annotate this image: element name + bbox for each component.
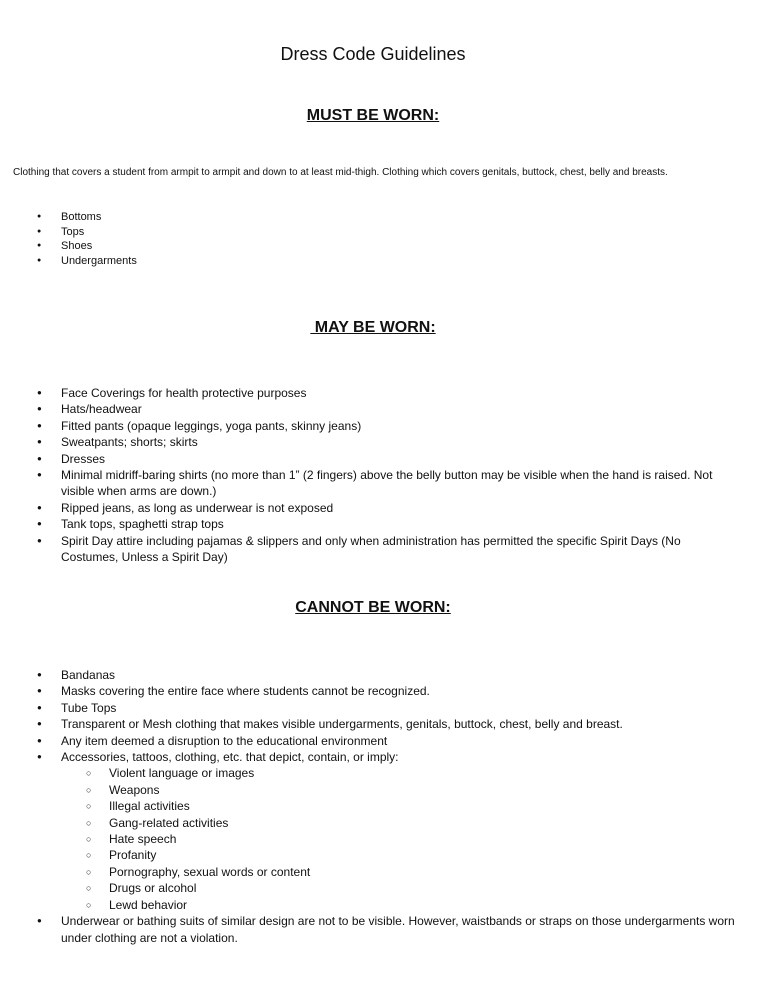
list-item: ● Tops xyxy=(0,225,737,240)
list-item: ● Underwear or bathing suits of similar design are not to be visible. However, waistbands or straps on those undergarments worn under clothing are not a violation. xyxy=(0,913,737,946)
sub-list-item: ○ Drugs or alcohol xyxy=(61,880,737,896)
must-be-worn-intro: Clothing that covers a student from armpit to armpit and down to at least mid-thigh. Clothing which covers genitals, buttock, chest, belly and breasts. xyxy=(13,167,668,178)
sub-list-item: ○ Violent language or images xyxy=(61,765,737,781)
list-item: ● Minimal midriff-baring shirts (no more than 1” (2 fingers) above the belly button may be visible when the hand is raised. Not visible when arms are down.) xyxy=(0,467,737,500)
must-be-worn-list xyxy=(0,210,737,268)
may-be-worn-heading: MAY BE WORN: xyxy=(310,319,436,336)
list-item: ● Tank tops, spaghetti strap tops xyxy=(0,516,737,532)
list-item-label: Accessories, tattoos, clothing, etc. that depict, contain, or imply: xyxy=(61,750,399,765)
prohibited-content-list xyxy=(61,765,737,913)
list-item: ● Sweatpants; shorts; skirts xyxy=(0,434,737,450)
list-item: ● Tube Tops xyxy=(0,700,737,716)
list-item: ● Bottoms xyxy=(0,210,737,225)
sub-list-item: ○ Profanity xyxy=(61,847,737,863)
list-item xyxy=(0,749,737,913)
list-item: ● Masks covering the entire face where students cannot be recognized. xyxy=(0,683,737,699)
list-item: ● Dresses xyxy=(0,451,737,467)
must-be-worn-heading: MUST BE WORN: xyxy=(306,107,440,124)
list-item: ● Transparent or Mesh clothing that makes visible undergarments, genitals, buttock, chest, belly and breast. xyxy=(0,716,737,732)
list-item: ● Spirit Day attire including pajamas & slippers and only when administration has permitted the specific Spirit Days (No Costumes, Unless a Spirit Day) xyxy=(0,533,737,566)
list-item: ● Fitted pants (opaque leggings, yoga pants, skinny jeans) xyxy=(0,418,737,434)
list-item: ● Any item deemed a disruption to the educational environment xyxy=(0,733,737,749)
sub-list-item: ○ Weapons xyxy=(61,782,737,798)
sub-list-item: ○ Pornography, sexual words or content xyxy=(61,864,737,880)
page-title: Dress Code Guidelines xyxy=(280,44,466,64)
list-item: ● Undergarments xyxy=(0,254,737,269)
may-be-worn-list xyxy=(0,385,737,565)
sub-list-item: ○ Illegal activities xyxy=(61,798,737,814)
list-item: ● Hats/headwear xyxy=(0,401,737,417)
cannot-be-worn-list xyxy=(0,667,737,946)
list-item: ● Face Coverings for health protective purposes xyxy=(0,385,737,401)
cannot-be-worn-heading: CANNOT BE WORN: xyxy=(295,599,451,616)
list-item: ● Ripped jeans, as long as underwear is not exposed xyxy=(0,500,737,516)
list-item: ● Shoes xyxy=(0,239,737,254)
list-item: ● Bandanas xyxy=(0,667,737,683)
sub-list-item: ○ Hate speech xyxy=(61,831,737,847)
sub-list-item: ○ Gang-related activities xyxy=(61,815,737,831)
sub-list-item: ○ Lewd behavior xyxy=(61,897,737,913)
